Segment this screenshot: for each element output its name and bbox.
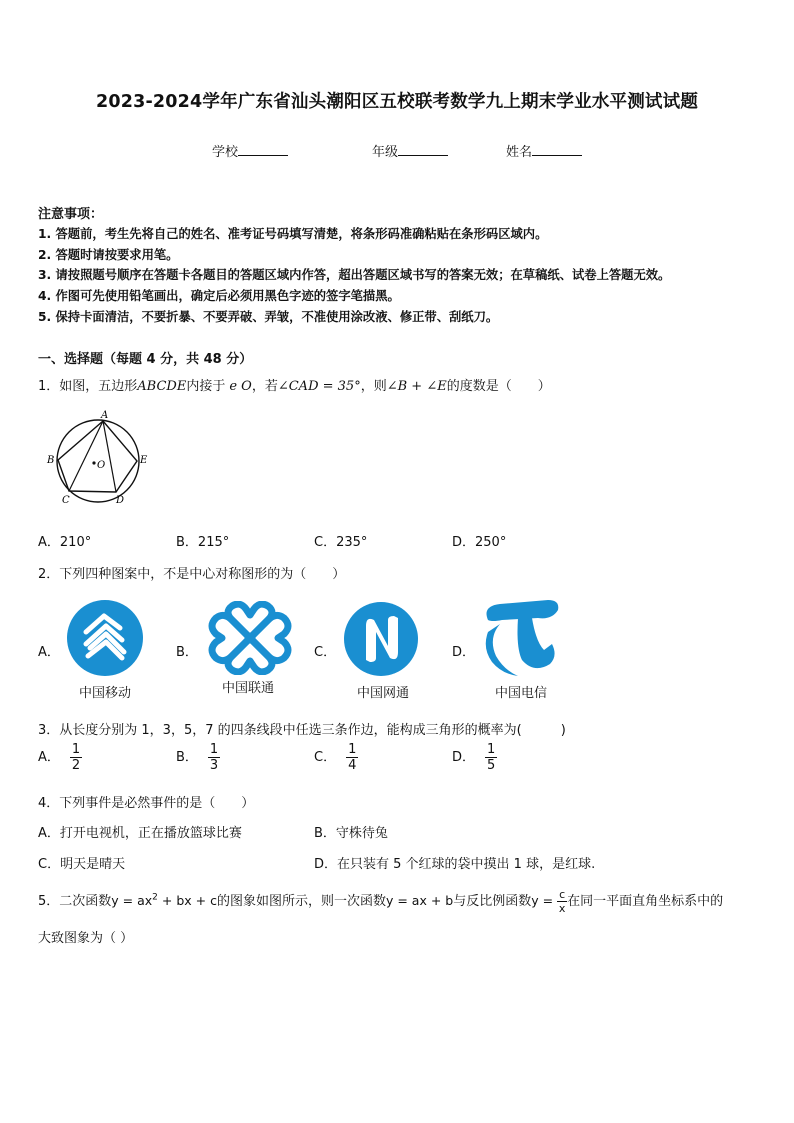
logo-caption-a: 中国移动 [78, 686, 131, 701]
q5-quadratic: y = ax [111, 893, 153, 908]
q1-text: 的度数是（ ） [446, 379, 551, 394]
label-b: B [47, 455, 55, 466]
fraction-numerator: 1 [487, 742, 496, 757]
note-item: 3. 请按照题号顺序在答题卡各题目的答题区域内作答，超出答题区域书写的答案无效；在草稿纸、试卷上答题无效。 [38, 268, 671, 282]
option-text: 在只装有 5 个红球的袋中摸出 1 球，是红球. [337, 857, 596, 872]
q5-text: 5．二次函数 [38, 894, 112, 909]
q5-text: 与反比例函数 [453, 894, 532, 909]
question-5-line2: 大致图象为（ ） [38, 931, 134, 946]
q1-figure [44, 408, 154, 508]
question-5-stem [38, 888, 723, 915]
logo-caption-b: 中国联通 [221, 681, 274, 696]
segment-ac [69, 421, 106, 491]
q3-option-d[interactable] [452, 742, 497, 773]
note-item: 4. 作图可先使用铅笔画出，确定后必须用黑色字迹的签字笔描黑。 [38, 289, 400, 303]
q3-option-b[interactable] [176, 742, 220, 773]
center-dot [92, 461, 95, 464]
label-a: A [101, 410, 109, 421]
fraction-numerator: 1 [209, 742, 219, 757]
china-unicom-logo-icon [202, 601, 298, 675]
fraction-numerator: 1 [71, 742, 81, 757]
option-letter: A． [38, 535, 60, 550]
option-letter: D． [452, 535, 476, 550]
label-d: D [116, 495, 125, 506]
name-blank [532, 141, 582, 156]
fraction [70, 742, 82, 773]
fraction [346, 742, 358, 773]
q5-quadratic-rest: + bx + c [157, 893, 217, 908]
fraction-denominator: x [558, 902, 566, 915]
note-item: 2. 答题时请按要求用笔。 [38, 248, 179, 262]
q1-text: ，若 [251, 379, 278, 394]
q4-option-a[interactable] [38, 822, 242, 841]
name-label: 姓名 [506, 145, 533, 160]
school-field [212, 141, 288, 160]
option-letter: D． [452, 750, 476, 765]
fraction-denominator: 2 [71, 758, 81, 773]
china-netcom-logo-icon [342, 600, 420, 678]
q1-text: 1．如图，五边形 [38, 379, 138, 394]
q5-inverse-fraction [557, 888, 567, 915]
q1-ask: ∠B + ∠E [386, 379, 447, 394]
q1-option-c[interactable] [314, 531, 367, 550]
label-o: O [97, 460, 106, 471]
q2-option-b-letter[interactable]: B． [176, 645, 198, 660]
q4-option-d[interactable] [314, 853, 595, 872]
option-text: 打开电视机，正在播放篮球比赛 [59, 826, 242, 841]
option-value: 235° [336, 535, 368, 550]
q3-option-a[interactable] [38, 742, 82, 773]
q4-option-b[interactable] [314, 822, 388, 841]
fraction-numerator: 1 [348, 742, 357, 757]
option-letter: D． [314, 857, 338, 872]
question-2-stem: 2．下列四种图案中，不是中心对称图形的为（ ） [38, 567, 346, 582]
q5-text: 的图象如图所示，则一次函数 [216, 894, 386, 909]
option-text: 守株待兔 [335, 826, 388, 841]
option-value: 210° [59, 535, 92, 550]
fraction [208, 742, 220, 773]
note-item: 1. 答题前，考生先将自己的姓名、准考证号码填写清楚，将条形码准确粘贴在条形码区域内。 [38, 227, 548, 241]
option-letter: A． [38, 750, 60, 765]
q1-option-d[interactable] [452, 531, 506, 550]
notes-heading: 注意事项： [38, 207, 104, 222]
grade-field [372, 141, 448, 160]
label-c: C [62, 495, 70, 506]
q2-option-d-letter[interactable]: D． [452, 645, 476, 660]
note-item: 5. 保持卡面清洁，不要折暴、不要弄破、弄皱，不准使用涂改液、修正带、刮纸刀。 [38, 310, 499, 324]
option-letter: C． [314, 535, 337, 550]
fraction-denominator: 5 [487, 758, 496, 773]
fraction-denominator: 4 [348, 758, 357, 773]
page-title: 2023-2024学年广东省汕头潮阳区五校联考数学九上期末学业水平测试试题 [95, 92, 699, 112]
option-letter: B． [176, 750, 198, 765]
q1-text: ，则 [360, 379, 387, 394]
q1-pentagon: ABCDE [137, 379, 187, 394]
name-field [506, 141, 582, 160]
option-letter: A． [38, 826, 60, 841]
school-label: 学校 [212, 145, 239, 160]
option-value: 250° [475, 535, 507, 550]
q1-text: 内接于 [186, 379, 226, 394]
question-3-stem: 3．从长度分别为 1，3，5，7 的四条线段中任选三条作边，能构成三角形的概率为( ) [38, 723, 566, 738]
option-value: 215° [197, 535, 230, 550]
q1-option-a[interactable] [38, 531, 91, 550]
fraction-denominator: 3 [209, 758, 219, 773]
q1-option-b[interactable] [176, 531, 229, 550]
q3-option-c[interactable] [314, 742, 358, 773]
option-letter: B． [314, 826, 336, 841]
option-letter: C． [38, 857, 61, 872]
logo-caption-d: 中国电信 [494, 686, 547, 701]
china-telecom-logo-icon [478, 598, 562, 680]
option-letter: B． [176, 535, 198, 550]
label-e: E [140, 455, 148, 466]
china-mobile-logo-icon [64, 598, 146, 680]
fraction-numerator: c [559, 888, 566, 901]
q2-option-a-letter[interactable]: A． [38, 645, 60, 660]
q5-linear: y = ax + b [385, 893, 454, 908]
segment-ad [103, 421, 116, 492]
section-heading: 一、选择题（每题 4 分，共 48 分） [38, 352, 253, 367]
logo-caption-c: 中国网通 [356, 686, 409, 701]
question-4-stem: 4．下列事件是必然事件的是（ ） [38, 796, 255, 811]
q2-option-c-letter[interactable]: C． [314, 645, 337, 660]
grade-label: 年级 [372, 145, 399, 160]
q5-text: 在同一平面直角坐标系中的 [567, 894, 724, 909]
q5-exponent: 2 [152, 892, 158, 903]
question-1-stem [38, 375, 551, 394]
option-text: 明天是晴天 [60, 857, 126, 872]
option-letter: C． [314, 750, 337, 765]
q1-circle: e O [229, 379, 252, 394]
q1-condition: ∠CAD = 35° [277, 379, 361, 394]
fraction [485, 742, 497, 773]
q4-option-c[interactable] [38, 853, 125, 872]
grade-blank [398, 141, 448, 156]
q5-inverse-lhs: y = [531, 893, 554, 908]
school-blank [238, 141, 288, 156]
